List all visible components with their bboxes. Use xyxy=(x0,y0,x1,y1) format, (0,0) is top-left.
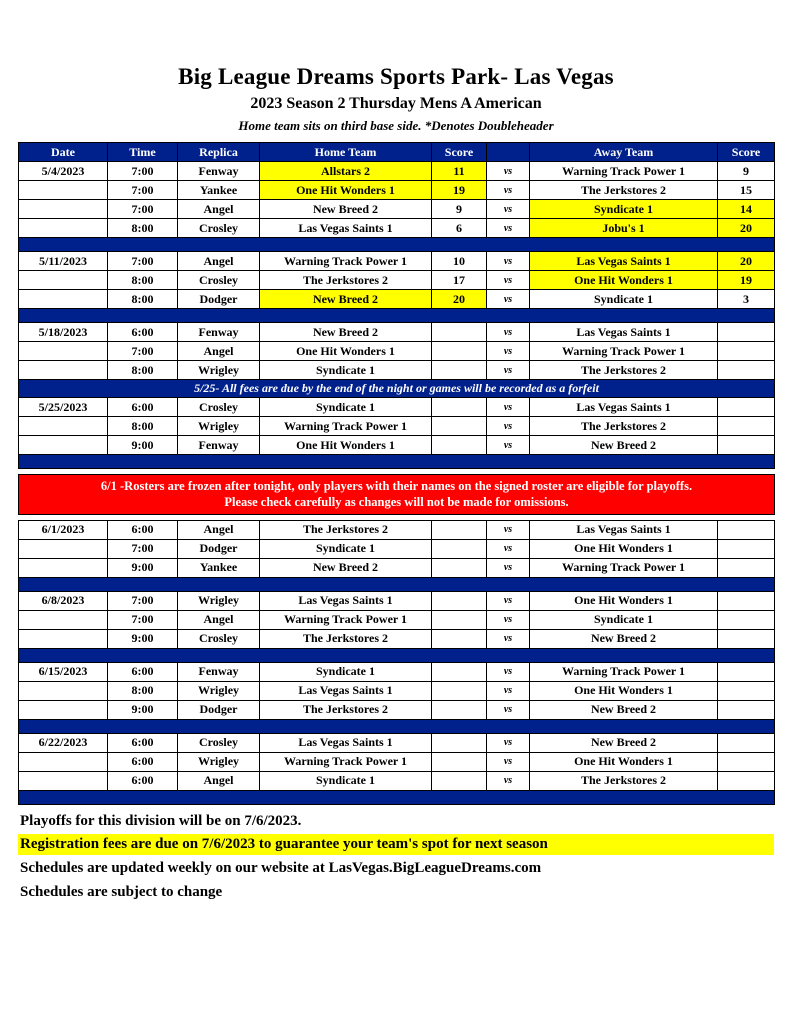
time-cell: 6:00 xyxy=(108,752,178,771)
col-header-home-team: Home Team xyxy=(260,143,432,162)
game-row xyxy=(19,681,775,700)
vs-cell: vs xyxy=(487,539,530,558)
home-score-cell xyxy=(432,771,487,790)
away-team-cell: Syndicate 1 xyxy=(530,200,718,219)
vs-cell: vs xyxy=(487,700,530,719)
time-cell: 8:00 xyxy=(108,271,178,290)
time-cell: 9:00 xyxy=(108,629,178,648)
away-score-cell xyxy=(718,323,775,342)
replica-cell: Fenway xyxy=(178,662,260,681)
time-cell: 7:00 xyxy=(108,181,178,200)
vs-cell: vs xyxy=(487,610,530,629)
replica-cell: Yankee xyxy=(178,558,260,577)
game-row xyxy=(19,610,775,629)
separator-row xyxy=(19,309,775,323)
date-cell xyxy=(19,629,108,648)
game-row xyxy=(19,752,775,771)
replica-cell: Angel xyxy=(178,252,260,271)
home-team-cell: New Breed 2 xyxy=(260,558,432,577)
time-cell: 8:00 xyxy=(108,290,178,309)
home-score-cell xyxy=(432,610,487,629)
date-cell xyxy=(19,700,108,719)
replica-cell: Angel xyxy=(178,771,260,790)
time-cell: 8:00 xyxy=(108,681,178,700)
away-score-cell xyxy=(718,681,775,700)
vs-cell: vs xyxy=(487,629,530,648)
game-row xyxy=(19,436,775,455)
date-cell xyxy=(19,539,108,558)
replica-cell: Angel xyxy=(178,610,260,629)
separator-row xyxy=(19,577,775,591)
date-cell: 5/18/2023 xyxy=(19,323,108,342)
away-score-cell xyxy=(718,558,775,577)
date-cell: 5/25/2023 xyxy=(19,398,108,417)
date-cell xyxy=(19,771,108,790)
away-team-cell: Warning Track Power 1 xyxy=(530,162,718,181)
separator-cell xyxy=(19,648,775,662)
time-cell: 6:00 xyxy=(108,662,178,681)
away-score-cell xyxy=(718,771,775,790)
game-row xyxy=(19,271,775,290)
roster-alert-cell xyxy=(19,475,775,515)
home-score-cell xyxy=(432,662,487,681)
game-row xyxy=(19,520,775,539)
date-cell: 6/1/2023 xyxy=(19,520,108,539)
vs-cell: vs xyxy=(487,323,530,342)
col-header-away-score: Score xyxy=(718,143,775,162)
time-cell: 8:00 xyxy=(108,361,178,380)
home-team-cell: New Breed 2 xyxy=(260,323,432,342)
separator-cell xyxy=(19,455,775,469)
home-score-cell xyxy=(432,342,487,361)
footer-line-1: Playoffs for this division will be on 7/6/2023. xyxy=(20,812,302,829)
away-team-cell: The Jerkstores 2 xyxy=(530,417,718,436)
vs-cell: vs xyxy=(487,436,530,455)
home-score-cell xyxy=(432,752,487,771)
date-cell: 5/11/2023 xyxy=(19,252,108,271)
date-cell xyxy=(19,200,108,219)
replica-cell: Angel xyxy=(178,200,260,219)
separator-cell xyxy=(19,719,775,733)
away-team-cell: The Jerkstores 2 xyxy=(530,181,718,200)
separator-row xyxy=(19,455,775,469)
replica-cell: Crosley xyxy=(178,271,260,290)
replica-cell: Angel xyxy=(178,342,260,361)
home-score-cell: 9 xyxy=(432,200,487,219)
replica-cell: Dodger xyxy=(178,700,260,719)
col-header-home-score: Score xyxy=(432,143,487,162)
header-row xyxy=(19,143,775,162)
home-team-cell: One Hit Wonders 1 xyxy=(260,436,432,455)
separator-cell xyxy=(19,577,775,591)
away-score-cell: 14 xyxy=(718,200,775,219)
home-team-cell: Syndicate 1 xyxy=(260,771,432,790)
separator-cell xyxy=(19,238,775,252)
vs-cell: vs xyxy=(487,219,530,238)
home-team-cell: New Breed 2 xyxy=(260,200,432,219)
home-team-cell: Syndicate 1 xyxy=(260,662,432,681)
col-header-date: Date xyxy=(19,143,108,162)
away-team-cell: One Hit Wonders 1 xyxy=(530,752,718,771)
date-cell: 6/22/2023 xyxy=(19,733,108,752)
separator-cell xyxy=(19,790,775,804)
home-team-cell: The Jerkstores 2 xyxy=(260,520,432,539)
game-row xyxy=(19,361,775,380)
vs-cell: vs xyxy=(487,662,530,681)
home-score-cell xyxy=(432,629,487,648)
away-team-cell: Las Vegas Saints 1 xyxy=(530,323,718,342)
game-row xyxy=(19,398,775,417)
footer-line-2: Registration fees are due on 7/6/2023 to guarantee your team's spot for next season xyxy=(18,834,774,855)
home-team-cell: Syndicate 1 xyxy=(260,539,432,558)
game-row xyxy=(19,219,775,238)
game-row xyxy=(19,417,775,436)
game-row xyxy=(19,181,775,200)
away-score-cell xyxy=(718,700,775,719)
home-team-cell: Warning Track Power 1 xyxy=(260,417,432,436)
vs-cell: vs xyxy=(487,181,530,200)
game-row xyxy=(19,733,775,752)
away-score-cell: 15 xyxy=(718,181,775,200)
away-team-cell: Warning Track Power 1 xyxy=(530,558,718,577)
replica-cell: Angel xyxy=(178,520,260,539)
away-team-cell: Syndicate 1 xyxy=(530,290,718,309)
game-row xyxy=(19,771,775,790)
home-team-cell: One Hit Wonders 1 xyxy=(260,181,432,200)
vs-cell: vs xyxy=(487,520,530,539)
game-row xyxy=(19,662,775,681)
footer xyxy=(18,811,774,903)
time-cell: 9:00 xyxy=(108,558,178,577)
game-row xyxy=(19,342,775,361)
date-cell xyxy=(19,342,108,361)
time-cell: 8:00 xyxy=(108,417,178,436)
replica-cell: Crosley xyxy=(178,733,260,752)
home-score-cell: 17 xyxy=(432,271,487,290)
vs-cell: vs xyxy=(487,162,530,181)
away-score-cell xyxy=(718,610,775,629)
time-cell: 6:00 xyxy=(108,771,178,790)
replica-cell: Wrigley xyxy=(178,591,260,610)
date-cell xyxy=(19,610,108,629)
vs-cell: vs xyxy=(487,417,530,436)
replica-cell: Crosley xyxy=(178,219,260,238)
page-title: Big League Dreams Sports Park- Las Vegas xyxy=(178,64,614,89)
schedule-table xyxy=(18,142,775,805)
away-team-cell: One Hit Wonders 1 xyxy=(530,681,718,700)
away-team-cell: New Breed 2 xyxy=(530,733,718,752)
away-team-cell: The Jerkstores 2 xyxy=(530,361,718,380)
away-team-cell: Warning Track Power 1 xyxy=(530,662,718,681)
date-cell xyxy=(19,361,108,380)
game-row xyxy=(19,290,775,309)
away-score-cell xyxy=(718,752,775,771)
date-cell xyxy=(19,752,108,771)
roster-alert-line-1: 6/1 -Rosters are frozen after tonight, only players with their names on the signed roster are eligible for playoffs. xyxy=(100,479,693,493)
home-score-cell xyxy=(432,681,487,700)
home-score-cell: 19 xyxy=(432,181,487,200)
replica-cell: Wrigley xyxy=(178,752,260,771)
date-cell xyxy=(19,181,108,200)
time-cell: 9:00 xyxy=(108,700,178,719)
away-score-cell: 19 xyxy=(718,271,775,290)
away-score-cell xyxy=(718,591,775,610)
home-score-cell xyxy=(432,591,487,610)
game-row xyxy=(19,323,775,342)
roster-alert-line-2: Please check carefully as changes will not be made for omissions. xyxy=(224,495,569,510)
date-cell: 6/8/2023 xyxy=(19,591,108,610)
home-score-cell xyxy=(432,398,487,417)
col-header-time: Time xyxy=(108,143,178,162)
away-team-cell: Las Vegas Saints 1 xyxy=(530,252,718,271)
time-cell: 7:00 xyxy=(108,591,178,610)
col-header-away-team: Away Team xyxy=(530,143,718,162)
date-cell xyxy=(19,436,108,455)
time-cell: 6:00 xyxy=(108,398,178,417)
col-header-replica: Replica xyxy=(178,143,260,162)
game-row xyxy=(19,558,775,577)
home-team-cell: New Breed 2 xyxy=(260,290,432,309)
time-cell: 7:00 xyxy=(108,342,178,361)
away-score-cell xyxy=(718,361,775,380)
time-cell: 8:00 xyxy=(108,219,178,238)
replica-cell: Dodger xyxy=(178,290,260,309)
away-score-cell xyxy=(718,539,775,558)
home-score-cell: 6 xyxy=(432,219,487,238)
home-team-cell: One Hit Wonders 1 xyxy=(260,342,432,361)
date-cell xyxy=(19,417,108,436)
home-score-cell xyxy=(432,361,487,380)
home-score-cell: 20 xyxy=(432,290,487,309)
away-team-cell: Las Vegas Saints 1 xyxy=(530,398,718,417)
replica-cell: Crosley xyxy=(178,629,260,648)
col-header-vs xyxy=(487,143,530,162)
vs-cell: vs xyxy=(487,591,530,610)
game-row xyxy=(19,629,775,648)
home-team-cell: The Jerkstores 2 xyxy=(260,629,432,648)
replica-cell: Yankee xyxy=(178,181,260,200)
time-cell: 9:00 xyxy=(108,436,178,455)
time-cell: 6:00 xyxy=(108,733,178,752)
replica-cell: Fenway xyxy=(178,436,260,455)
page-note: Home team sits on third base side. *Denotes Doubleheader xyxy=(238,118,554,133)
away-score-cell: 20 xyxy=(718,219,775,238)
home-team-cell: Las Vegas Saints 1 xyxy=(260,591,432,610)
date-cell xyxy=(19,558,108,577)
time-cell: 7:00 xyxy=(108,200,178,219)
vs-cell: vs xyxy=(487,733,530,752)
footer-line-4: Schedules are subject to change xyxy=(20,883,223,900)
away-score-cell xyxy=(718,342,775,361)
time-cell: 7:00 xyxy=(108,610,178,629)
home-score-cell xyxy=(432,417,487,436)
page-subtitle: 2023 Season 2 Thursday Mens A American xyxy=(250,95,542,112)
time-cell: 6:00 xyxy=(108,520,178,539)
separator-row xyxy=(19,790,775,804)
game-row xyxy=(19,162,775,181)
game-row xyxy=(19,591,775,610)
vs-cell: vs xyxy=(487,681,530,700)
separator-row xyxy=(19,719,775,733)
home-score-cell xyxy=(432,700,487,719)
away-score-cell xyxy=(718,629,775,648)
replica-cell: Wrigley xyxy=(178,361,260,380)
vs-cell: vs xyxy=(487,252,530,271)
vs-cell: vs xyxy=(487,558,530,577)
home-score-cell xyxy=(432,520,487,539)
home-score-cell xyxy=(432,558,487,577)
vs-cell: vs xyxy=(487,752,530,771)
separator-cell xyxy=(19,309,775,323)
vs-cell: vs xyxy=(487,771,530,790)
game-row xyxy=(19,700,775,719)
game-row xyxy=(19,200,775,219)
home-team-cell: Las Vegas Saints 1 xyxy=(260,733,432,752)
home-team-cell: Warning Track Power 1 xyxy=(260,610,432,629)
replica-cell: Fenway xyxy=(178,162,260,181)
away-score-cell xyxy=(718,436,775,455)
time-cell: 7:00 xyxy=(108,539,178,558)
away-score-cell xyxy=(718,417,775,436)
home-score-cell xyxy=(432,323,487,342)
away-team-cell: New Breed 2 xyxy=(530,436,718,455)
away-score-cell xyxy=(718,398,775,417)
fees-notice-row xyxy=(19,380,775,398)
separator-row xyxy=(19,238,775,252)
away-team-cell: One Hit Wonders 1 xyxy=(530,591,718,610)
time-cell: 6:00 xyxy=(108,323,178,342)
away-team-cell: Jobu's 1 xyxy=(530,219,718,238)
date-cell: 6/15/2023 xyxy=(19,662,108,681)
date-cell xyxy=(19,681,108,700)
away-team-cell: One Hit Wonders 1 xyxy=(530,539,718,558)
home-team-cell: Warning Track Power 1 xyxy=(260,752,432,771)
date-cell xyxy=(19,290,108,309)
game-row xyxy=(19,252,775,271)
replica-cell: Crosley xyxy=(178,398,260,417)
footer-line-3: Schedules are updated weekly on our website at LasVegas.BigLeagueDreams.com xyxy=(20,860,542,876)
home-team-cell: Las Vegas Saints 1 xyxy=(260,681,432,700)
vs-cell: vs xyxy=(487,200,530,219)
away-score-cell: 9 xyxy=(718,162,775,181)
replica-cell: Wrigley xyxy=(178,417,260,436)
away-team-cell: Syndicate 1 xyxy=(530,610,718,629)
away-score-cell: 3 xyxy=(718,290,775,309)
date-cell xyxy=(19,219,108,238)
away-score-cell xyxy=(718,662,775,681)
vs-cell: vs xyxy=(487,398,530,417)
home-team-cell: Syndicate 1 xyxy=(260,398,432,417)
home-score-cell xyxy=(432,436,487,455)
away-score-cell xyxy=(718,733,775,752)
home-team-cell: Warning Track Power 1 xyxy=(260,252,432,271)
roster-alert-row xyxy=(19,475,775,515)
home-team-cell: Allstars 2 xyxy=(260,162,432,181)
home-score-cell xyxy=(432,733,487,752)
time-cell: 7:00 xyxy=(108,252,178,271)
home-score-cell: 10 xyxy=(432,252,487,271)
vs-cell: vs xyxy=(487,361,530,380)
home-team-cell: Syndicate 1 xyxy=(260,361,432,380)
schedule-body xyxy=(19,162,775,805)
home-team-cell: The Jerkstores 2 xyxy=(260,271,432,290)
replica-cell: Fenway xyxy=(178,323,260,342)
away-team-cell: New Breed 2 xyxy=(530,700,718,719)
home-score-cell xyxy=(432,539,487,558)
home-score-cell: 11 xyxy=(432,162,487,181)
away-score-cell: 20 xyxy=(718,252,775,271)
vs-cell: vs xyxy=(487,271,530,290)
game-row xyxy=(19,539,775,558)
vs-cell: vs xyxy=(487,290,530,309)
fees-notice-text: 5/25- All fees are due by the end of the night or games will be recorded as a forfeit xyxy=(19,380,775,398)
away-team-cell: Warning Track Power 1 xyxy=(530,342,718,361)
time-cell: 7:00 xyxy=(108,162,178,181)
away-team-cell: One Hit Wonders 1 xyxy=(530,271,718,290)
away-team-cell: The Jerkstores 2 xyxy=(530,771,718,790)
home-team-cell: The Jerkstores 2 xyxy=(260,700,432,719)
separator-row xyxy=(19,648,775,662)
away-score-cell xyxy=(718,520,775,539)
date-cell: 5/4/2023 xyxy=(19,162,108,181)
away-team-cell: Las Vegas Saints 1 xyxy=(530,520,718,539)
date-cell xyxy=(19,271,108,290)
home-team-cell: Las Vegas Saints 1 xyxy=(260,219,432,238)
replica-cell: Dodger xyxy=(178,539,260,558)
replica-cell: Wrigley xyxy=(178,681,260,700)
vs-cell: vs xyxy=(487,342,530,361)
away-team-cell: New Breed 2 xyxy=(530,629,718,648)
